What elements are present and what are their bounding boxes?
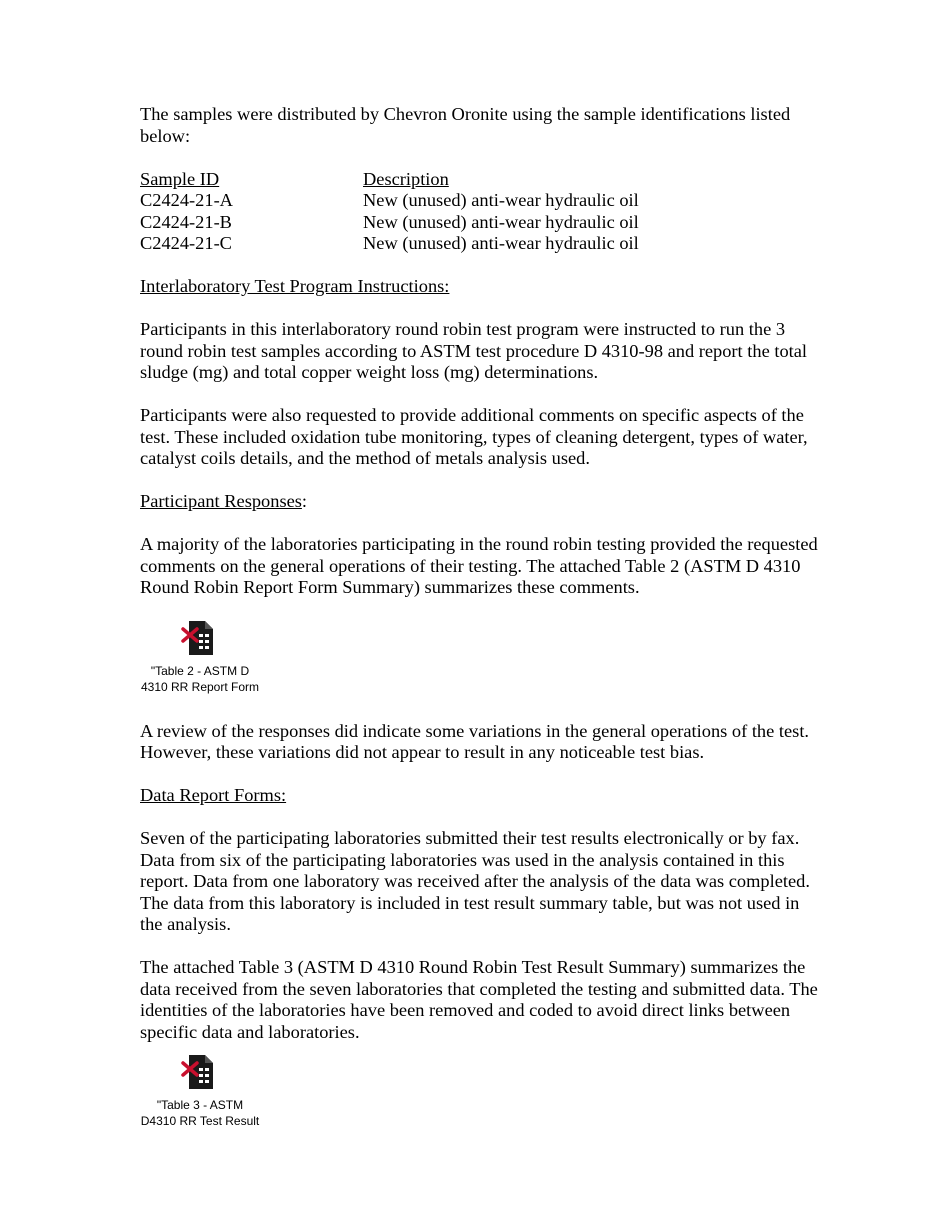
sample-table-header <box>140 169 820 191</box>
attachment-label-line1: "Table 2 - ASTM D <box>150 663 250 678</box>
table-row <box>140 233 820 255</box>
table3-attachment[interactable] <box>140 1053 260 1129</box>
excel-file-icon <box>181 1053 219 1091</box>
instructions-heading: Interlaboratory Test Program Instructions: <box>140 276 450 296</box>
sample-description: New (unused) anti-wear hydraulic oil <box>363 211 639 232</box>
responses-paragraph: A majority of the laboratories participating in the round robin testing provided the requested comments on the general operations of their testing. The attached Table 2 (ASTM D 4310 Round Robin Report Form Summary) summarizes these comments. <box>140 534 818 597</box>
table2-attachment[interactable] <box>140 619 260 695</box>
sample-id: C2424-21-B <box>140 211 232 232</box>
sample-table <box>140 169 820 255</box>
sample-description: New (unused) anti-wear hydraulic oil <box>363 190 639 210</box>
attachment-label-line2: 4310 RR Report Form <box>140 679 260 694</box>
document-page <box>140 104 820 1129</box>
sample-id-header: Sample ID <box>140 168 220 189</box>
table3-paragraph: The attached Table 3 (ASTM D 4310 Round Robin Test Result Summary) summarizes the data received from the seven laboratories that completed the testing and submitted data. The identities of the laboratories have been removed and coded to avoid direct links between specific data and laboratories. <box>140 957 818 1042</box>
responses-heading <box>140 491 820 513</box>
table-row <box>140 212 820 234</box>
sample-description: New (unused) anti-wear hydraulic oil <box>363 233 639 253</box>
data-report-heading: Data Report Forms: <box>140 785 287 805</box>
responses-heading-colon: : <box>301 491 308 511</box>
responses-heading-text: Participant Responses <box>140 491 302 511</box>
attachment-label-line1: "Table 3 - ASTM <box>156 1098 244 1112</box>
table-row <box>140 190 820 212</box>
excel-file-icon <box>181 619 219 657</box>
review-paragraph: A review of the responses did indicate some variations in the general operations of the test. However, these variations did not appear to result in any noticeable test bias. <box>140 720 810 762</box>
intro-paragraph: The samples were distributed by Chevron Oronite using the sample identifications listed below: <box>140 104 791 146</box>
comments-paragraph: Participants were also requested to provide additional comments on specific aspects of the test. These included oxidation tube monitoring, types of cleaning detergent, types of water, catalyst coils details, and the method of metals analysis used. <box>140 405 808 468</box>
instructions-paragraph: Participants in this interlaboratory round robin test program were instructed to run the 3 round robin test samples according to ASTM test procedure D 4310-98 and report the total sludge (mg) and total copper weight loss (mg) determinations. <box>140 319 808 382</box>
description-header: Description <box>363 168 449 189</box>
attachment-label-line2: D4310 RR Test Result <box>140 1114 260 1128</box>
data-report-paragraph: Seven of the participating laboratories submitted their test results electronically or by fax. Data from six of the participating laboratories was used in the analysis contained in this report. Data from one laboratory was received after the analysis of the data was completed. The data from this laboratory is included in test result summary table, but was not used in the analysis. <box>140 828 810 934</box>
sample-id: C2424-21-A <box>140 190 233 210</box>
sample-id: C2424-21-C <box>140 233 232 253</box>
